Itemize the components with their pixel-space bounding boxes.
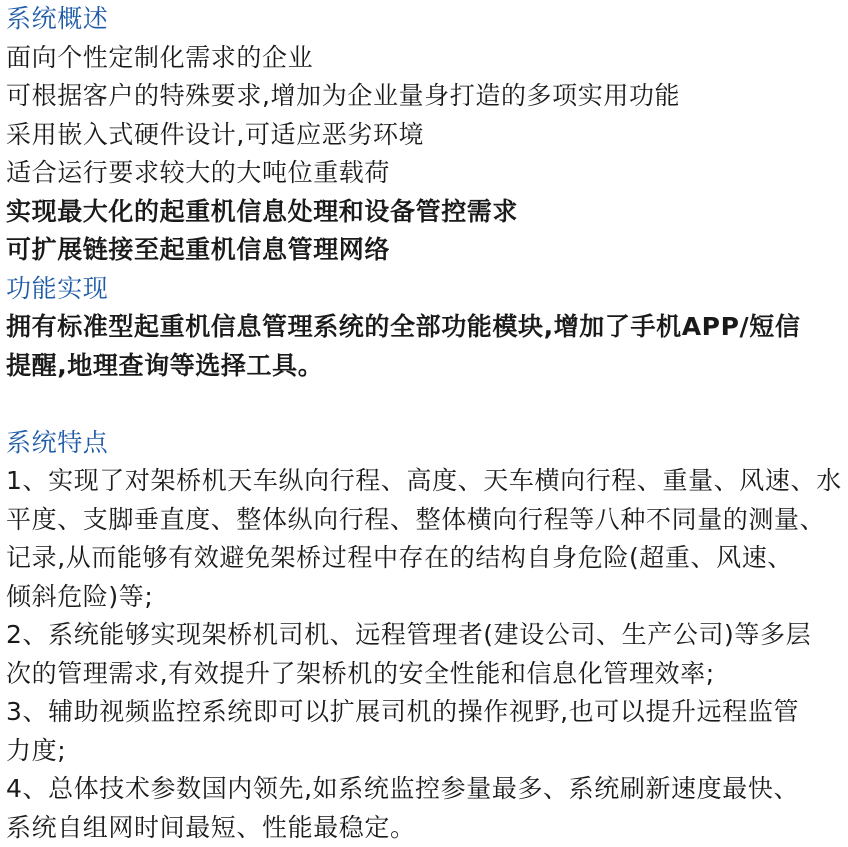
overview-line-bold: 可扩展链接至起重机信息管理网络 (6, 231, 848, 270)
features-line: 力度; (6, 732, 848, 771)
overview-line: 采用嵌入式硬件设计,可适应恶劣环境 (6, 116, 848, 155)
features-line: 倾斜危险)等; (6, 578, 848, 617)
features-line: 次的管理需求,有效提升了架桥机的安全性能和信息化管理效率; (6, 655, 848, 694)
functions-line: 拥有标准型起重机信息管理系统的全部功能模块,增加了手机APP/短信 (6, 308, 848, 347)
features-line: 3、辅助视频监控系统即可以扩展司机的操作视野,也可以提升远程监管 (6, 693, 848, 732)
overview-line: 面向个性定制化需求的企业 (6, 39, 848, 78)
functions-line: 提醒,地理查询等选择工具。 (6, 347, 848, 386)
overview-line-bold: 实现最大化的起重机信息处理和设备管控需求 (6, 193, 848, 232)
features-line: 记录,从而能够有效避免架桥过程中存在的结构自身危险(超重、风速、 (6, 539, 848, 578)
section-heading-functions: 功能实现 (6, 270, 848, 309)
features-line: 4、总体技术参数国内领先,如系统监控参量最多、系统刷新速度最快、 (6, 770, 848, 809)
features-line: 系统自组网时间最短、性能最稳定。 (6, 809, 848, 847)
blank-line (6, 385, 848, 424)
section-heading-features: 系统特点 (6, 424, 848, 463)
section-heading-overview: 系统概述 (6, 0, 848, 39)
features-line: 平度、支脚垂直度、整体纵向行程、整体横向行程等八种不同量的测量、 (6, 501, 848, 540)
overview-line: 适合运行要求较大的大吨位重载荷 (6, 154, 848, 193)
overview-line: 可根据客户的特殊要求,增加为企业量身打造的多项实用功能 (6, 77, 848, 116)
features-line: 2、系统能够实现架桥机司机、远程管理者(建设公司、生产公司)等多层 (6, 616, 848, 655)
features-line: 1、实现了对架桥机天车纵向行程、高度、天车横向行程、重量、风速、水 (6, 462, 848, 501)
